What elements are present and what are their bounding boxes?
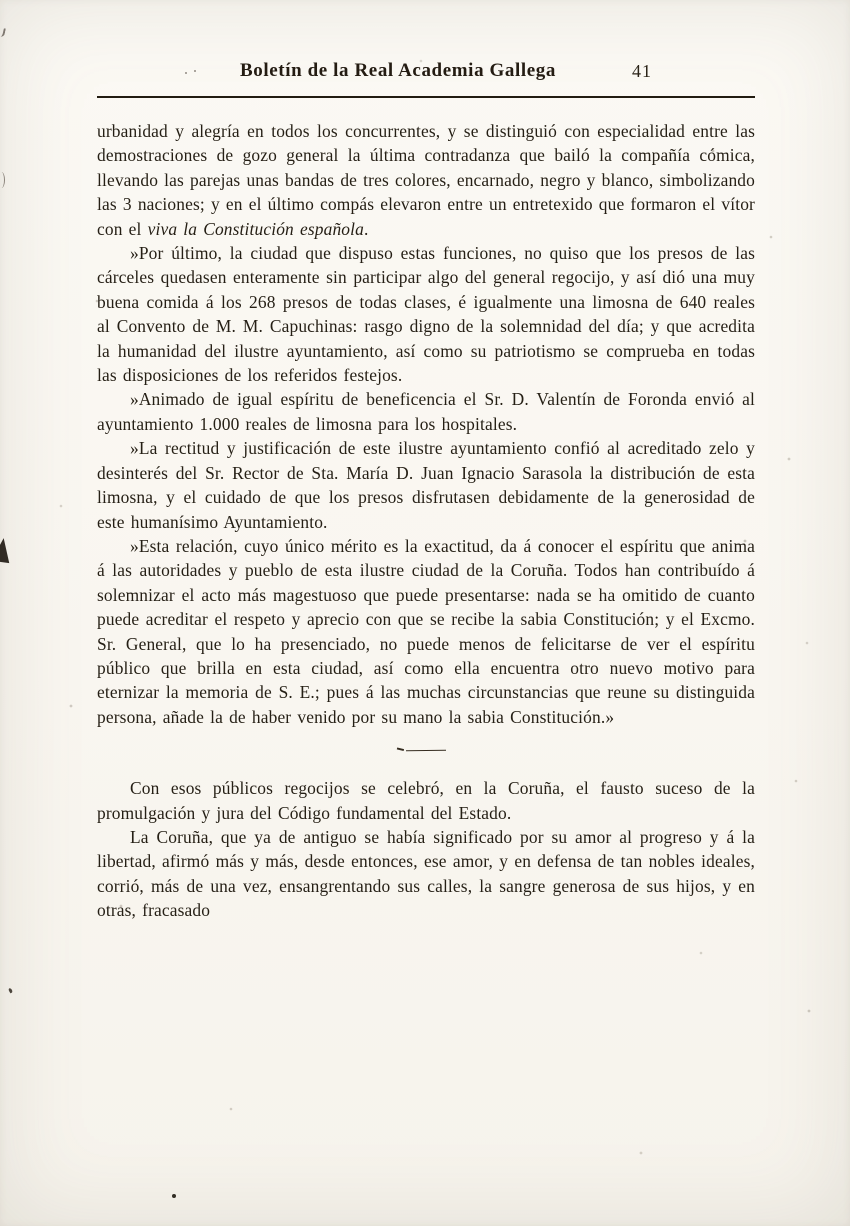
- page-number: 41: [632, 61, 652, 81]
- quote-paragraph: »Por último, la ciudad que dispuso estas funciones, no quiso que los presos de las cárceles quedasen enteramente sin participar algo del general regocijo, y así dió una muy buena comida á los 268 presos de todas clases, é igualmente una limosna de 640 reales al Convento de M. M. Capuchinas: rasgo digno de la solemnidad del día; y que acredita la humanidad del ilustre ayuntamiento, así como su patriotismo se comprueba en todas las disposiciones de los referidos festejos.: [97, 243, 755, 386]
- section-divider: [406, 750, 446, 751]
- scan-noise-speckles: [0, 0, 2, 2]
- paragraph-continuation: [97, 119, 755, 241]
- scan-artifact: [185, 70, 199, 74]
- paragraph: La Coruña, que ya de antiguo se había significado por su amor al progreso y á la libertad, afirmó más y más, desde entonces, ese amor, y en defensa de tan nobles ideales, corrió, más de una vez, ensangrentando sus calles, la sangre generosa de sus hijos, y en otras, fracasado: [97, 826, 755, 921]
- text-run: urbanidad y alegría en todos los concurrentes, y se distinguió con especialidad entre las demostraciones de gozo general la última contradanza que bailó la compañía cómica, llevando las parejas unas bandas de tres colores, encarnado, negro y blanco, simbolizando las 3 naciones; y en el último compás elevaron entre un entretexido que formaron el vítor con el: [97, 121, 755, 239]
- scan-artifact: [0, 537, 13, 563]
- paragraph: Con esos públicos regocijos se celebró, en la Coruña, el fausto suceso de la promulgación y jura del Código fundamental del Estado.: [97, 778, 755, 823]
- text-run: .: [363, 218, 369, 239]
- page-header: [97, 60, 755, 98]
- header-rule: [97, 96, 755, 98]
- scan-artifact: [172, 1194, 176, 1198]
- journal-title: Boletín de la Real Academia Gallega: [239, 60, 556, 81]
- quote-paragraph: »Animado de igual espíritu de beneficencia el Sr. D. Valentín de Foronda envió al ayuntamiento 1.000 reales de limosna para los hospitales.: [97, 389, 755, 434]
- italic-phrase: viva la Constitución española: [147, 218, 364, 239]
- quote-paragraph: »Esta relación, cuyo único mérito es la exactitud, da á conocer el espíritu que anima á las autoridades y pueblo de esta ilustre ciudad de la Coruña. Todos han contribuído á solemnizar el acto más magestuoso que puede presentarse: nada se ha omitido de cuanto puede acreditar el respeto y aprecio con que se recibe la sabia Constitución; y el Excmo. Sr. General, que lo ha presenciado, no puede menos de felicitarse de ver el espíritu público que brilla en esta ciudad, así como ella encuentra otro nuevo motivo para eternizar la memoria de S. E.; pues á las muchas circunstancias que reune su distinguida persona, añade la de haber venido por su mano la sabia Constitución.»: [97, 535, 755, 727]
- page-body: [97, 119, 755, 923]
- running-head: [97, 60, 755, 88]
- quote-paragraph: »La rectitud y justificación de este ilustre ayuntamiento confió al acreditado zelo y desinterés del Sr. Rector de Sta. María D. Juan Ignacio Sarasola la distribución de esta limosna, y el cuidado de que los presos disfrutasen debidamente de la generosidad de este humanísimo Ayuntamiento.: [97, 438, 755, 532]
- scan-artifact: [8, 988, 13, 994]
- scan-artifact: [0, 28, 6, 38]
- scan-artifact: [0, 172, 5, 188]
